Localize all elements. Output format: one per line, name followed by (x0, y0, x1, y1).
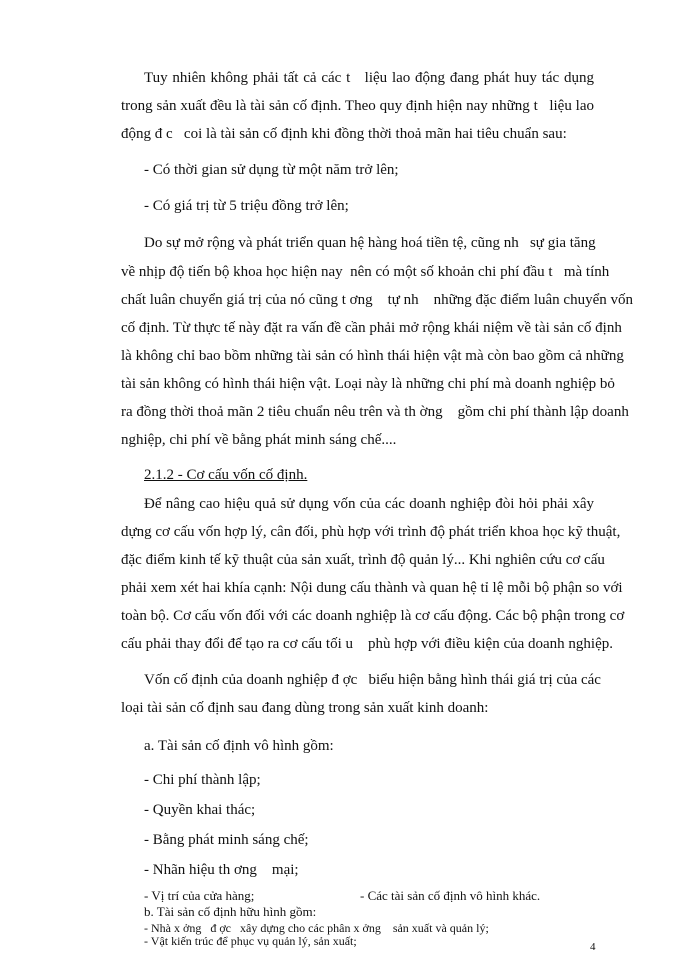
text-line: Do sự mở rộng và phát triển quan hệ hàng hoá tiền tệ, cũng nh sự gia tăng (144, 235, 596, 251)
text-line: ra đồng thời thoả mãn 2 tiêu chuẩn nêu trên và th ờng gồm chi phí thành lập doanh (121, 404, 629, 420)
list-item: - Nhà x ởng đ ợc xây dựng cho các phân x ởng sản xuất và quản lý; (144, 921, 489, 935)
list-item: - Chi phí thành lập; (144, 772, 261, 788)
text-line: nghiệp, chi phí về bằng phát minh sáng chế.... (121, 432, 397, 448)
text-line: Vốn cố định của doanh nghiệp đ ợc biểu hiện bằng hình thái giá trị của các (144, 672, 601, 688)
list-item: - Có thời gian sử dụng từ một năm trở lên; (144, 162, 399, 178)
list-heading: a. Tài sản cố định vô hình gồm: (144, 738, 334, 754)
list-item: - Có giá trị từ 5 triệu đồng trở lên; (144, 198, 349, 214)
page-number: 4 (590, 941, 596, 953)
text-line: toàn bộ. Cơ cấu vốn đối với các doanh nghiệp là cơ cấu động. Các bộ phận trong cơ (121, 608, 625, 624)
text-line: dựng cơ cấu vốn hợp lý, cân đối, phù hợp với trình độ phát triển khoa học kỹ thuật, (121, 524, 621, 540)
section-heading: 2.1.2 - Cơ cấu vốn cố định. (144, 467, 308, 483)
text-line: loại tài sản cố định sau đang dùng trong sản xuất kinh doanh: (121, 700, 489, 716)
text-line: đặc điểm kinh tế kỹ thuật của sản xuất, trình độ quản lý... Khi nghiên cứu cơ cấu (121, 552, 605, 568)
text-line: phải xem xét hai khía cạnh: Nội dung cấu thành và quan hệ tỉ lệ mỗi bộ phận so với (121, 580, 623, 596)
text-line: chất luân chuyển giá trị của nó cũng t ơng tự nh những đặc điểm luân chuyển vốn (121, 292, 633, 308)
text-line: tài sản không có hình thái hiện vật. Loại này là những chi phí mà doanh nghiệp bỏ (121, 376, 615, 392)
list-item: - Vị trí của cửa hàng; (144, 888, 255, 903)
text-line: về nhịp độ tiến bộ khoa học hiện nay nên có một số khoản chi phí đầu t mà tính (121, 264, 610, 280)
list-item: - Nhãn hiệu th ơng mại; (144, 862, 299, 878)
text-line: cố định. Từ thực tế này đặt ra vấn đề cần phải mở rộng khái niệm về tài sản cố định (121, 320, 622, 336)
list-item: - Bằng phát minh sáng chế; (144, 832, 309, 848)
list-item: - Các tài sản cố định vô hình khác. (360, 888, 541, 903)
text-line: động đ c coi là tài sản cố định khi đồng thời thoả mãn hai tiêu chuẩn sau: (121, 126, 567, 142)
text-line: Để nâng cao hiệu quả sử dụng vốn của các doanh nghiệp đòi hỏi phải xây (144, 496, 594, 512)
text-line: cấu phải thay đổi để tạo ra cơ cấu tối u phù hợp với điều kiện của doanh nghiệp. (121, 636, 613, 652)
text-line: trong sản xuất đều là tài sản cố định. Theo quy định hiện nay những t liệu lao (121, 98, 594, 114)
list-heading: b. Tài sản cố định hữu hình gồm: (144, 904, 317, 919)
list-item: - Quyền khai thác; (144, 802, 256, 818)
text-line: là không chỉ bao bồm những tài sản có hình thái hiện vật mà còn bao gồm cả những (121, 348, 624, 364)
text-line: Tuy nhiên không phải tất cả các t liệu lao động đang phát huy tác dụng (144, 70, 594, 86)
list-item: - Vật kiến trúc để phục vụ quản lý, sản xuất; (144, 934, 357, 948)
